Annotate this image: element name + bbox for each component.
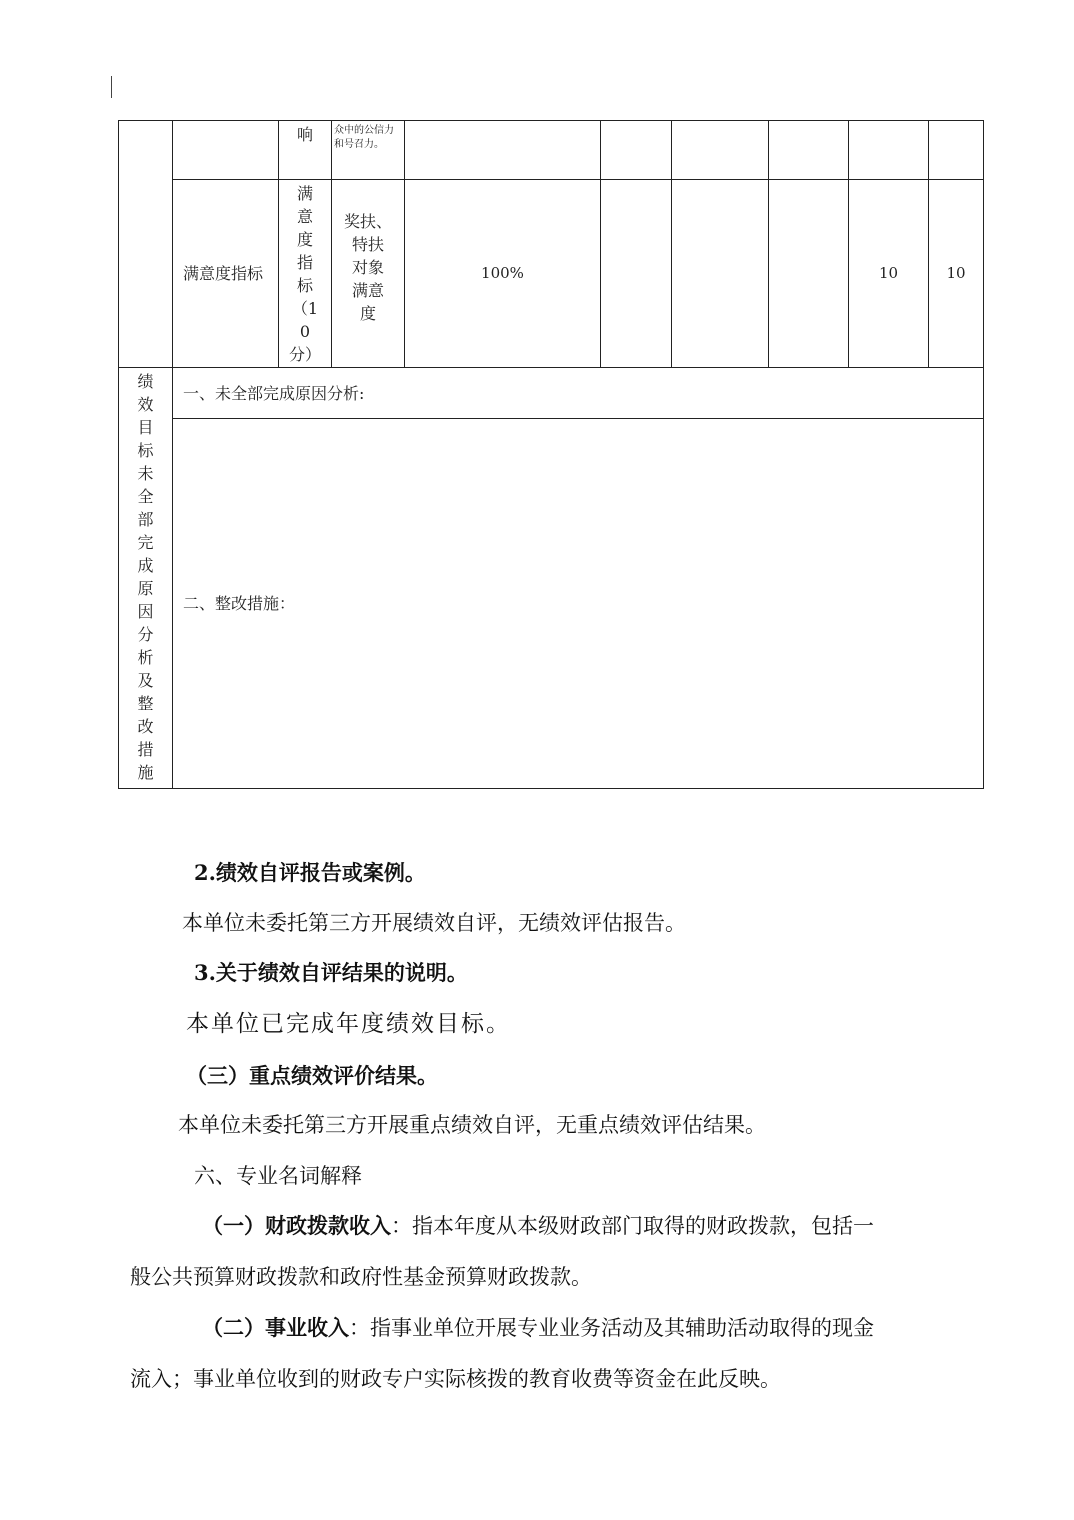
indicator-cell: 众中的公信力和号召力。 [332,121,405,180]
value-cell [601,180,672,368]
analysis-side-label: 绩 效 目 标 未 全 部 完 成 原 因 分 析 及 整 改 措 施 [119,368,173,789]
value-cell [769,180,849,368]
table-row [119,419,984,789]
value-cell [601,121,672,180]
target-cell [405,121,601,180]
level3-cell: 响 [279,121,332,180]
section-heading-3: 3.关于绩效自评结果的说明。 [194,960,468,985]
reason-analysis-cell: 一、未全部完成原因分析: [173,368,984,419]
level2-cell: 满意度指标 [173,180,279,368]
rectification-measures-cell: 二、整改措施： [173,419,984,789]
level3-cell: 满 意 度 指 标 （1 0 分） [279,180,332,368]
table-row [119,180,984,368]
section-heading-key-evaluation: （三）重点绩效评价结果。 [186,1063,438,1088]
table-row [119,368,984,419]
value-cell [769,121,849,180]
section-paragraph-2: 本单位未委托第三方开展绩效自评，无绩效评估报告。 [182,911,686,935]
table-row [119,121,984,180]
target-cell: 100% [405,180,601,368]
glossary-item-2-line2: 流入；事业单位收到的财政专户实际核拨的教育收费等资金在此反映。 [130,1367,781,1391]
glossary-item-2-line1 [202,1313,874,1343]
level2-cell [173,121,279,180]
value-cell [672,121,769,180]
section-paragraph-key-evaluation: 本单位未委托第三方开展重点绩效自评，无重点绩效评估结果。 [178,1113,766,1137]
glossary-term: （二）事业收入 [202,1315,349,1340]
glossary-item-1-line2: 般公共预算财政拨款和政府性基金预算财政拨款。 [130,1265,592,1289]
glossary-item-1-line1 [202,1211,874,1241]
indicator-cell: 奖扶、 特扶 对象 满意 度 [332,180,405,368]
glossary-term: （一）财政拨款收入 [202,1213,391,1238]
performance-table [118,120,984,789]
score-cell: 10 [929,180,984,368]
glossary-definition: ：指本年度从本级财政部门取得的财政拨款，包括一 [391,1214,874,1238]
text-cursor [111,76,112,98]
weight-cell [849,121,929,180]
value-cell [672,180,769,368]
section-heading-glossary: 六、专业名词解释 [194,1164,362,1188]
weight-cell: 10 [849,180,929,368]
level1-cell [119,121,173,368]
glossary-definition: ：指事业单位开展专业业务活动及其辅助活动取得的现金 [349,1316,874,1340]
score-cell [929,121,984,180]
section-heading-2: 2.绩效自评报告或案例。 [194,860,426,885]
section-paragraph-3: 本单位已完成年度绩效目标。 [186,1011,511,1037]
